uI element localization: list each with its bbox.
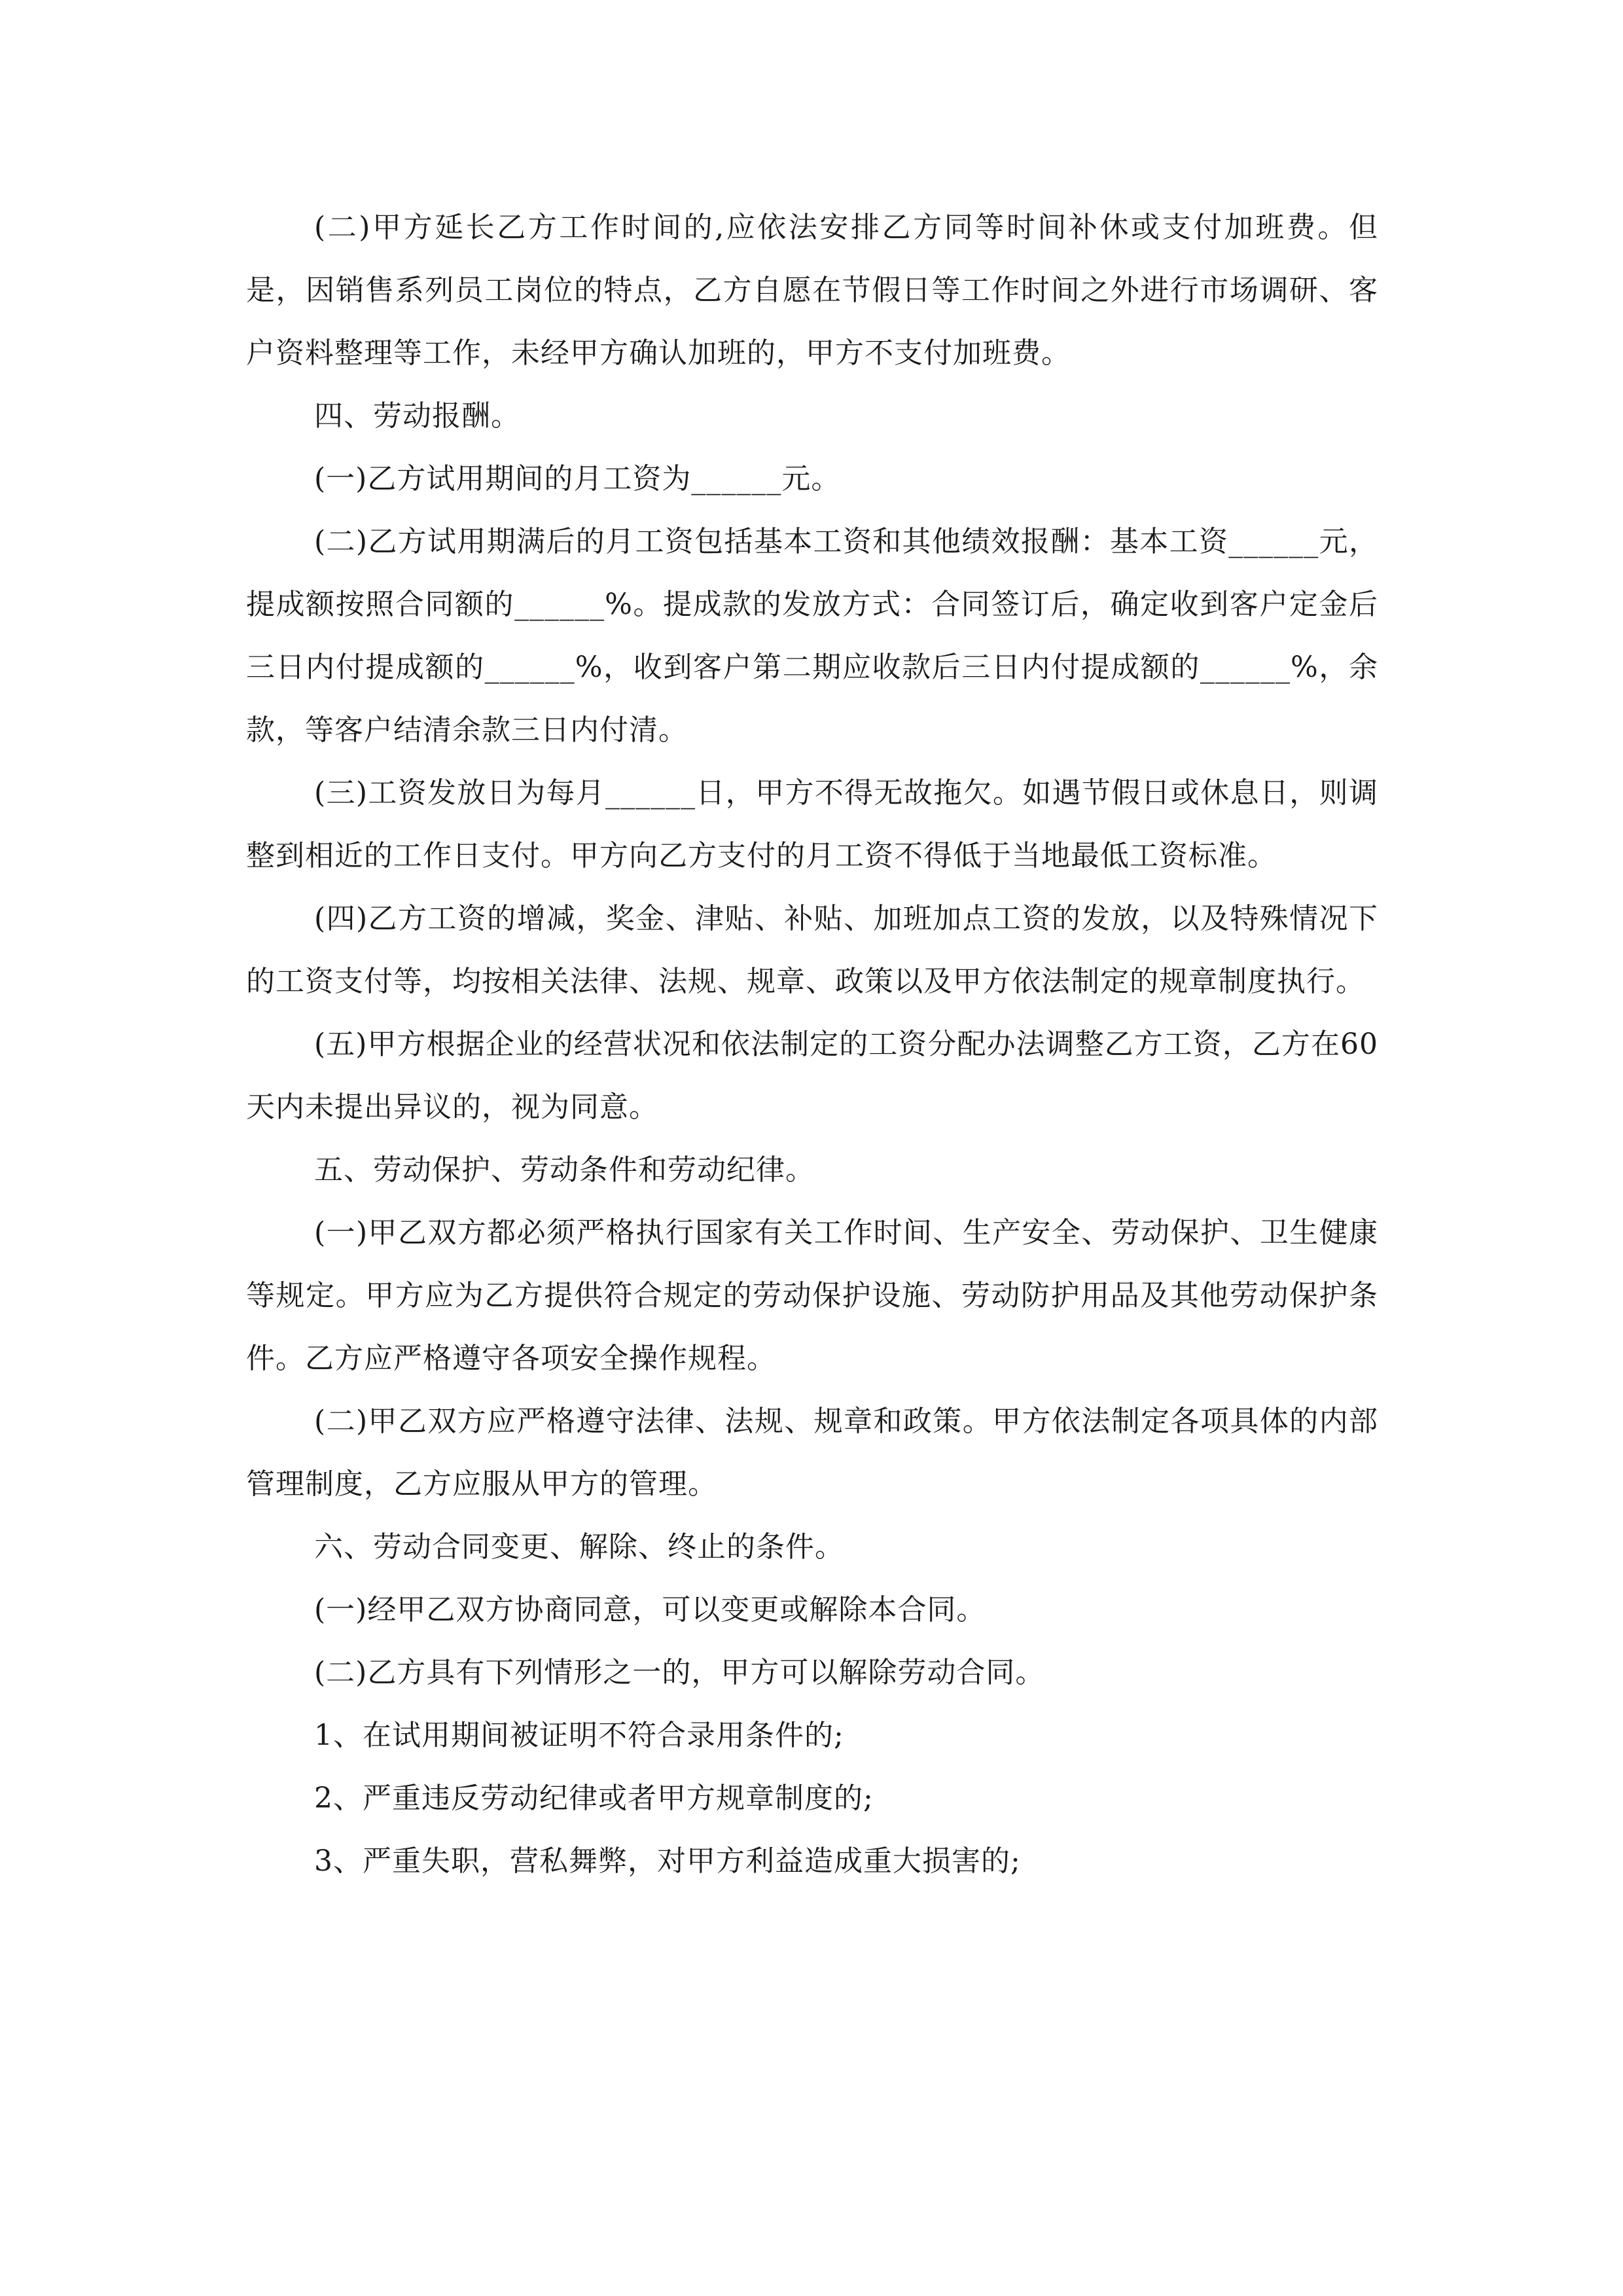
paragraph-overtime: (二)甲方延长乙方工作时间的,应依法安排乙方同等时间补休或支付加班费。但是，因销售系列员工岗位的特点，乙方自愿在节假日等工作时间之外进行市场调研、客户资料整理等工作，未经甲方确认加班的，甲方不支付加班费。 <box>246 211 1378 370</box>
list-item-condition-2: 2、严重违反劳动纪律或者甲方规章制度的; <box>314 1782 874 1815</box>
section-heading-labor-protection: 五、劳动保护、劳动条件和劳动纪律。 <box>314 1153 815 1187</box>
list-item-condition-3: 3、严重失职，营私舞弊，对甲方利益造成重大损害的; <box>314 1844 1021 1878</box>
paragraph-monthly-salary: (二)乙方试用期满后的月工资包括基本工资和其他绩效报酬：基本工资______元，提成额按照合同额的______%。提成款的发放方式：合同签订后，确定收到客户定金后三日内付提成额的______%，收到客户第二期应收款后三日内付提成额的______%，余款，等客户结清余款三日内付清。 <box>246 525 1378 747</box>
paragraph-compliance: (二)甲乙双方应严格遵守法律、法规、规章和政策。甲方依法制定各项具体的内部管理制度，乙方应服从甲方的管理。 <box>246 1405 1378 1501</box>
paragraph-salary-adjustments: (四)乙方工资的增减，奖金、津贴、补贴、加班加点工资的发放，以及特殊情况下的工资支付等，均按相关法律、法规、规章、政策以及甲方依法制定的规章制度执行。 <box>246 902 1378 998</box>
section-heading-remuneration: 四、劳动报酬。 <box>314 399 520 433</box>
paragraph-mutual-agreement: (一)经甲乙双方协商同意，可以变更或解除本合同。 <box>314 1593 986 1626</box>
paragraph-safety-regulations: (一)甲乙双方都必须严格执行国家有关工作时间、生产安全、劳动保护、卫生健康等规定。甲方应为乙方提供符合规定的劳动保护设施、劳动防护用品及其他劳动保护条件。乙方应严格遵守各项安全操作规程。 <box>246 1216 1378 1375</box>
paragraph-probation-salary: (一)乙方试用期间的月工资为______元。 <box>314 462 841 495</box>
section-heading-contract-termination: 六、劳动合同变更、解除、终止的条件。 <box>314 1530 844 1564</box>
paragraph-payday: (三)工资发放日为每月______日，甲方不得无故拖欠。如遇节假日或休息日，则调整到相近的工作日支付。甲方向乙方支付的月工资不得低于当地最低工资标准。 <box>246 776 1378 872</box>
paragraph-termination-conditions: (二)乙方具有下列情形之一的，甲方可以解除劳动合同。 <box>314 1656 1045 1689</box>
paragraph-salary-change-consent: (五)甲方根据企业的经营状况和依法制定的工资分配办法调整乙方工资，乙方在60天内未提出异议的，视为同意。 <box>246 1028 1378 1124</box>
document-page <box>246 196 1378 1893</box>
list-item-condition-1: 1、在试用期间被证明不符合录用条件的; <box>314 1719 844 1752</box>
